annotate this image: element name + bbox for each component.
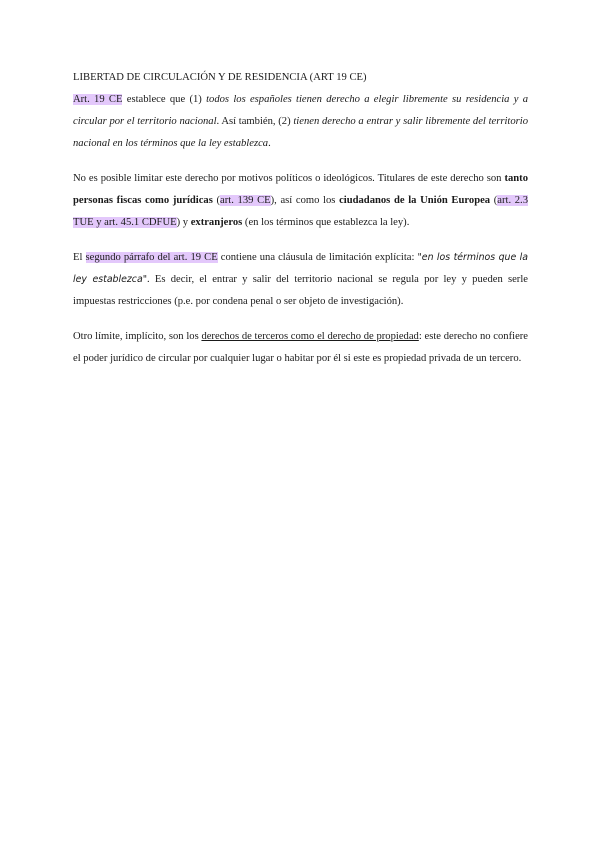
text-run: . Así también, (2) — [216, 116, 294, 127]
text-run: establece que (1) — [122, 94, 207, 105]
document-title: LIBERTAD DE CIRCULACIÓN Y DE RESIDENCIA (ART 19 CE) — [73, 72, 367, 83]
bold-text: extranjeros — [190, 217, 243, 228]
underlined-text: derechos de terceros como el derecho de propiedad — [201, 331, 419, 342]
quoted-clause: "en los términos que la ley establezca" — [73, 252, 528, 285]
paragraph-2 — [73, 168, 528, 234]
highlight-article-reference: segundo párrafo del art. 19 CE — [85, 252, 218, 263]
text-run: ) y — [176, 217, 191, 228]
text-run: El — [73, 252, 86, 263]
paragraph-4 — [73, 326, 528, 370]
highlight-article-reference: Art. 19 CE — [73, 94, 123, 105]
highlight-article-reference: art. 2.3 TUE y art. 45.1 CDFUE — [73, 195, 528, 228]
text-run: : este derecho no confiere el poder jurídico de circular por cualquier lugar o habitar por él si este es propiedad privada de un tercero. — [73, 331, 528, 364]
text-run: (en los términos que establezca la ley). — [242, 217, 410, 228]
text-run: ), así como los — [270, 195, 340, 206]
bold-text: ciudadanos de la Unión Europea — [339, 195, 491, 206]
text-run: . Es decir, el entrar y salir del territorio nacional se regula por ley y pueden serle impuestas restricciones (p.e. por condena penal o ser objeto de investigación). — [73, 274, 528, 307]
paragraph-1 — [73, 89, 528, 155]
document-body — [73, 69, 528, 383]
highlight-article-reference: art. 139 CE — [220, 195, 271, 206]
text-run: Otro límite, implícito, son los — [73, 331, 202, 342]
text-run: . — [268, 138, 271, 149]
text-run: ( — [490, 195, 498, 206]
bold-text: tanto personas fiscas como jurídicas — [73, 173, 528, 206]
paragraph-3 — [73, 247, 528, 313]
text-run: contiene una cláusula de limitación explícita: — [217, 252, 418, 263]
text-run: No es posible limitar este derecho por motivos políticos o ideológicos. Titulares de este derecho son — [73, 173, 505, 184]
italic-text: todos los españoles tienen derecho a elegir libremente su residencia y a circular por el territorio nacional — [73, 94, 529, 127]
text-run: ( — [212, 195, 221, 206]
italic-text: tienen derecho a entrar y salir libremente del territorio nacional en los términos que la ley establezca — [73, 116, 529, 149]
